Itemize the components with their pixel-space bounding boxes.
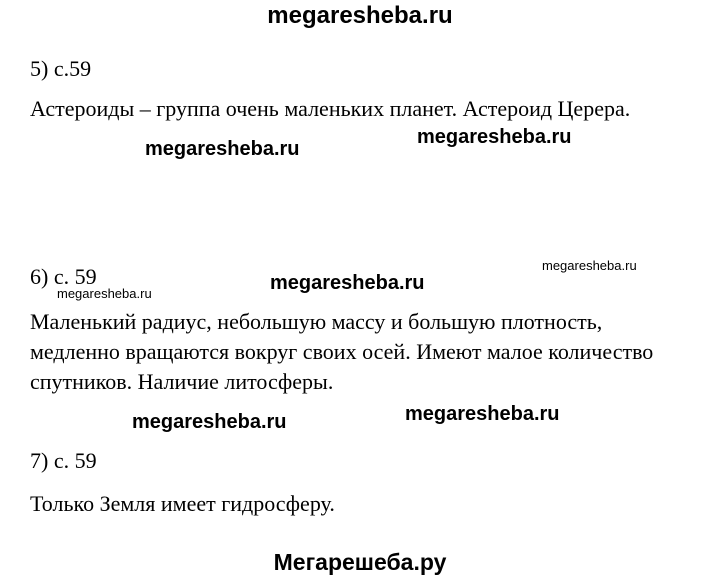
- watermark: megaresheba.ru: [405, 403, 560, 425]
- section-text-7-line-1: Только Земля имеет гидросферу.: [30, 491, 335, 516]
- section-heading-7: 7) с. 59: [30, 448, 97, 473]
- header-watermark: megaresheba.ru: [267, 2, 453, 29]
- section-text-6-line-2: медленно вращаются вокруг своих осей. Имеют малое количество: [30, 339, 654, 364]
- watermark: megaresheba.ru: [542, 258, 637, 273]
- section-text-6-line-3: спутников. Наличие литосферы.: [30, 369, 334, 394]
- section-heading-5: 5) с.59: [30, 56, 92, 81]
- watermark: megaresheba.ru: [270, 272, 425, 294]
- section-text-5-line-1: Астероиды – группа очень маленьких планет. Астероид Церера.: [30, 96, 631, 121]
- section-text-6-line-1: Маленький радиус, небольшую массу и большую плотность,: [30, 309, 603, 334]
- watermark: megaresheba.ru: [57, 286, 152, 301]
- watermark: megaresheba.ru: [145, 138, 300, 160]
- footer-title: Мегарешеба.ру: [273, 549, 447, 575]
- watermark: megaresheba.ru: [417, 126, 572, 148]
- watermark: megaresheba.ru: [132, 411, 287, 433]
- section-heading-6: 6) с. 59: [30, 264, 97, 289]
